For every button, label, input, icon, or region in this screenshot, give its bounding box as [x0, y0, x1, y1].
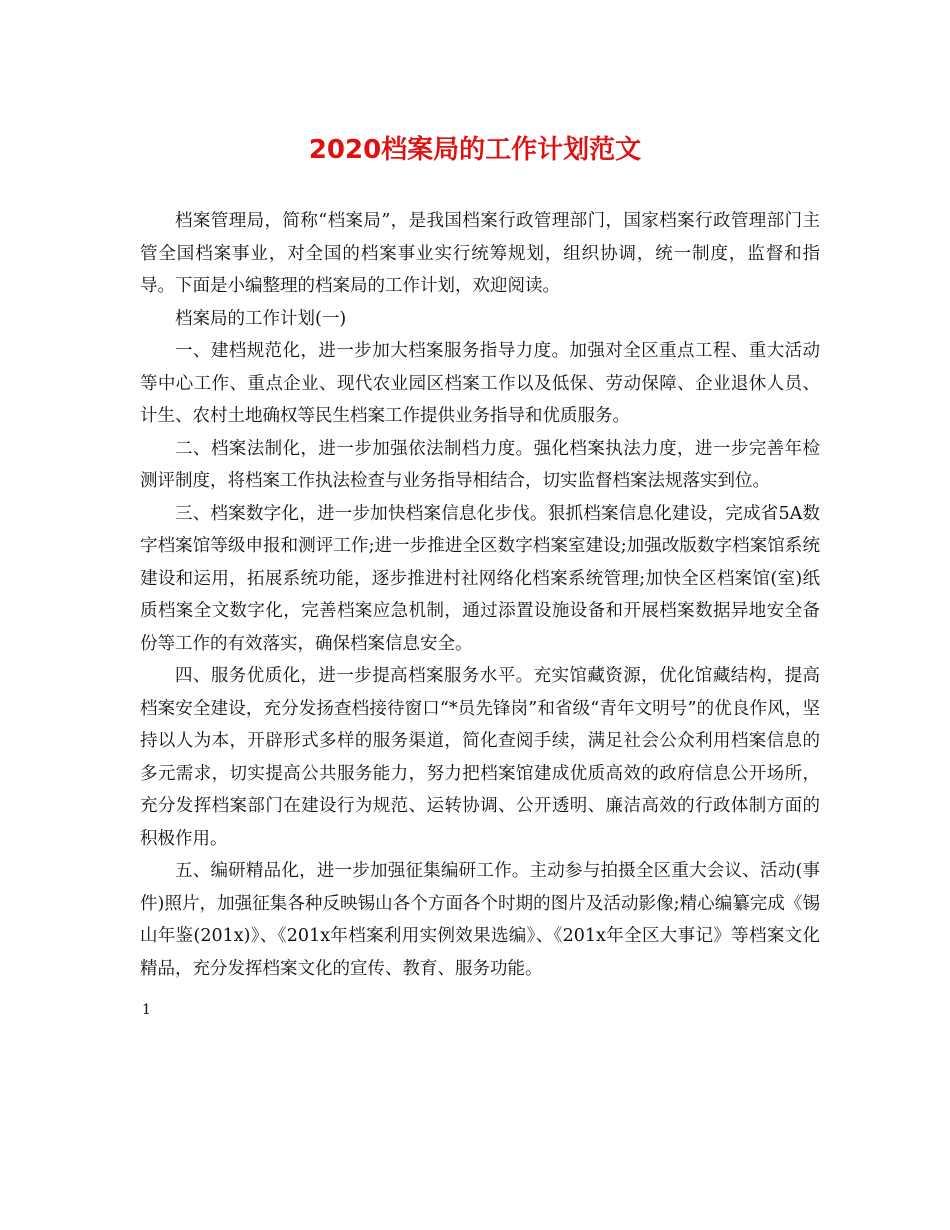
paragraph-item-5: 五、编研精品化，进一步加强征集编研工作。主动参与拍摄全区重大会议、活动(事件)照片，加强征集各种反映锡山各个方面各个时期的图片及活动影像;精心编纂完成《锡山年鉴(201x)》、《201x年档案利用实例效果选编》、《201x年全区大事记》等档案文化精品，充分发挥档案文化的宣传、教育、服务功能。	[140, 861, 820, 979]
paragraph-item-3: 三、档案数字化，进一步加快档案信息化步伐。狠抓档案信息化建设，完成省5A数字档案馆等级申报和测评工作;进一步推进全区数字档案室建设;加强改版数字档案馆系统建设和运用，拓展系统功能，逐步推进村社网络化档案系统管理;加快全区档案馆(室)纸质档案全文数字化，完善档案应急机制，通过添置设施设备和开展档案数据异地安全备份等工作的有效落实，确保档案信息安全。	[140, 503, 820, 654]
document-title: 2020档案局的工作计划范文	[308, 135, 642, 165]
paragraph-item-1: 一、建档规范化，进一步加大档案服务指导力度。加强对全区重点工程、重大活动等中心工作、重点企业、现代农业园区档案工作以及低保、劳动保障、企业退休人员、计生、农村土地确权等民生档案工作提供业务指导和优质服务。	[140, 341, 820, 426]
document-body	[140, 205, 820, 985]
section-heading: 档案局的工作计划(一)	[175, 308, 347, 329]
intro-paragraph: 档案管理局，简称“档案局”，是我国档案行政管理部门，国家档案行政管理部门主管全国档案事业，对全国的档案事业实行统筹规划，组织协调，统一制度，监督和指导。下面是小编整理的档案局的工作计划，欢迎阅读。	[140, 211, 820, 296]
paragraph-item-4: 四、服务优质化，进一步提高档案服务水平。充实馆藏资源，优化馆藏结构，提高档案安全建设，充分发扬查档接待窗口“*员先锋岗”和省级“青年文明号”的优良作风，坚持以人为本，开辟形式多样的服务渠道，简化查阅手续，满足社会公众利用档案信息的多元需求，切实提高公共服务能力，努力把档案馆建成优质高效的政府信息公开场所，充分发挥档案部门在建设行为规范、运转协调、公开透明、廉洁高效的行政体制方面的积极作用。	[140, 666, 820, 849]
page-number: 1	[142, 1002, 151, 1018]
paragraph-item-2: 二、档案法制化，进一步加强依法制档力度。强化档案执法力度，进一步完善年检测评制度，将档案工作执法检查与业务指导相结合，切实监督档案法规落实到位。	[140, 438, 820, 491]
